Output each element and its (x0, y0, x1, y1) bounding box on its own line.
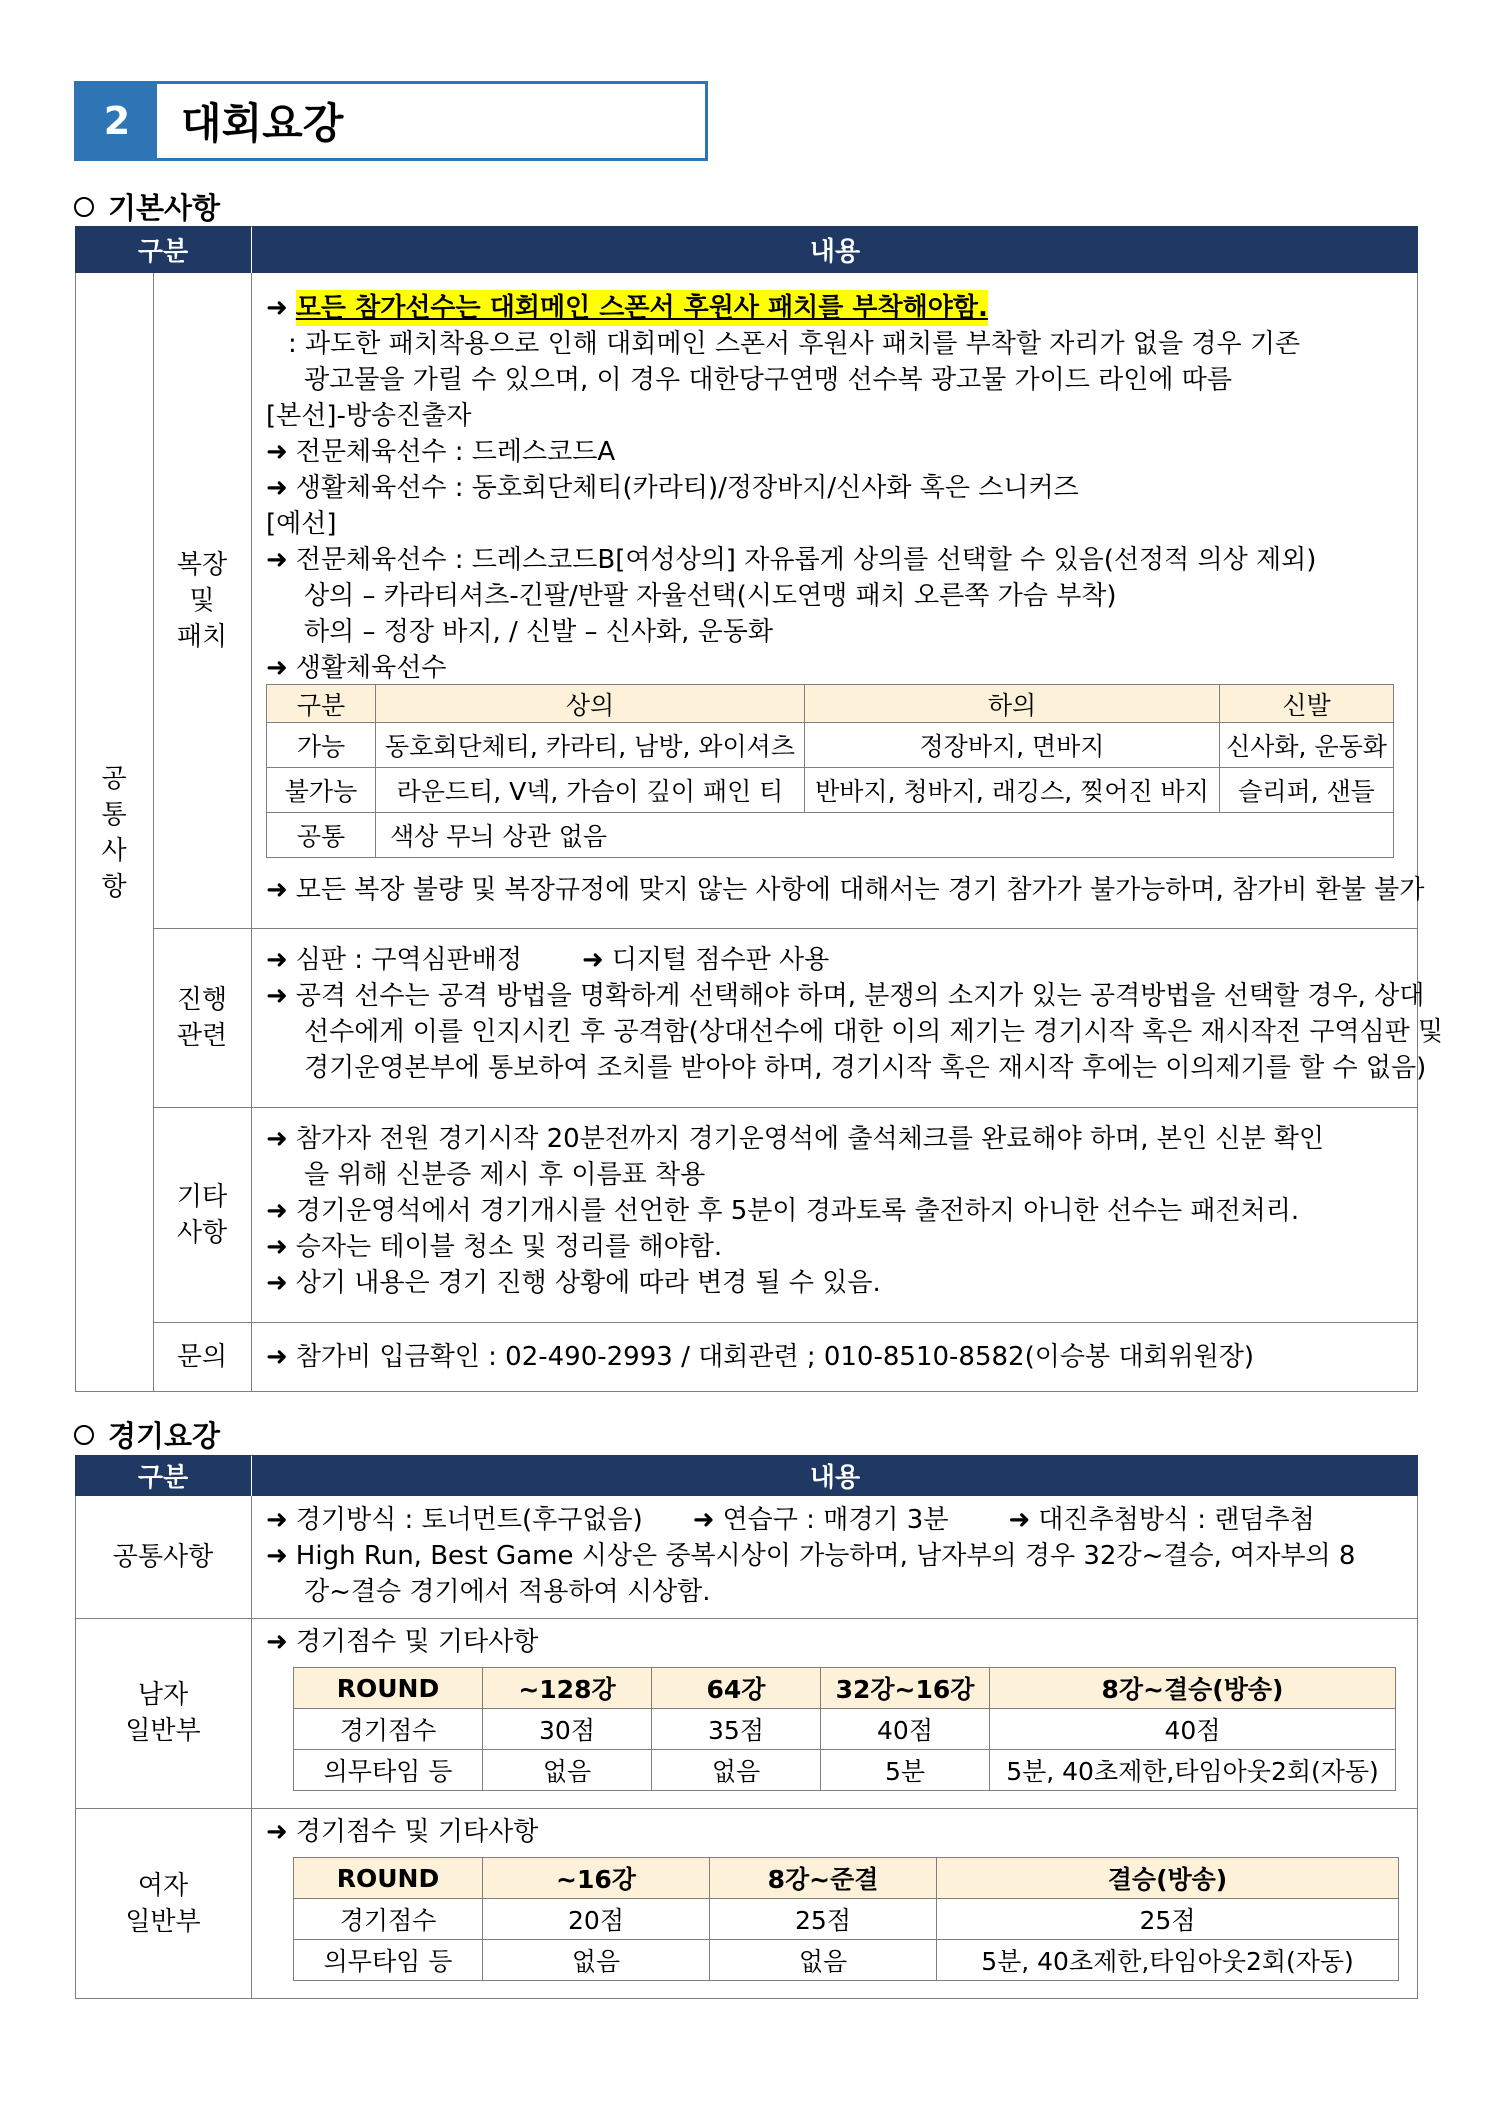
men-label: 남자 일반부 (125, 1680, 201, 1746)
scoreboard-text: 디지털 점수판 사용 (611, 945, 830, 975)
arrow-right-icon: ➜ (266, 1124, 288, 1154)
table-row: 경기점수 20점 25점 25점 (294, 1899, 1399, 1940)
patch-rule: 모든 참가선수는 대회메인 스폰서 후원사 패치를 부착해야함. (296, 290, 988, 326)
arrow-right-icon: ➜ (266, 1268, 288, 1298)
draw-method: 대진추첨방식 : 랜덤추첨 (1038, 1505, 1315, 1535)
arrow-right-icon: ➜ (266, 981, 288, 1011)
arrow-right-icon: ➜ (266, 1196, 288, 1226)
progress-label: 진행 관련 (176, 984, 228, 1051)
arrow-right-icon: ➜ (266, 1342, 288, 1372)
etc-item-1b: 을 위해 신분증 제시 후 이름표 착용 (304, 1160, 706, 1190)
divider (75, 1808, 1418, 1809)
table-row: 의무타임 등 없음 없음 5분, 40초제한,타임아웃2회(자동) (294, 1940, 1399, 1981)
etc-item-1a: 참가자 전원 경기시작 20분전까지 경기운영석에 출석체크를 완료해야 하며, 본인 신분 확인 (295, 1124, 1324, 1154)
attire-content (266, 290, 1406, 686)
women-subtitle: 경기점수 및 기타사항 (295, 1817, 539, 1847)
game-method: 경기방식 : 토너먼트(후구없음) (295, 1505, 643, 1535)
arrow-right-icon: ➜ (266, 1232, 288, 1262)
award-rule-2: 강~결승 경기에서 적용하여 시상함. (304, 1577, 711, 1607)
attack-rule-2: 선수에게 이를 인지시킨 후 공격함(상대선수에 대한 이의 제기는 경기시작 혹은 재시작전 구역심판 및 (304, 1017, 1444, 1047)
circle-bullet-icon (74, 1425, 94, 1445)
dress-header: 상의 (376, 685, 805, 723)
arrow-right-icon: ➜ (266, 875, 288, 905)
progress-content (266, 942, 1444, 1086)
etc-content (266, 1121, 1406, 1301)
main-pro: 전문체육선수 : 드레스코드A (295, 437, 616, 467)
inquiry-label: 문의 (176, 1342, 228, 1372)
dress-header: 구분 (267, 685, 376, 723)
arrow-right-icon: ➜ (266, 653, 288, 683)
dress-header: 하의 (805, 685, 1220, 723)
dress-header: 신발 (1220, 685, 1394, 723)
divider (251, 273, 252, 1392)
section-title: 대회요강 (181, 99, 344, 148)
arrow-right-icon: ➜ (266, 293, 288, 323)
arrow-right-icon: ➜ (266, 1505, 288, 1535)
game-header-category: 구분 (75, 1455, 251, 1496)
patch-note-2: 광고물을 가릴 수 있으며, 이 경우 대한당구연맹 선수복 광고물 가이드 라인에 따름 (304, 365, 1233, 395)
prelim-top: 상의 – 카라티셔츠-긴팔/반팔 자율선택(시도연맹 패치 오른쪽 가슴 부착) (304, 581, 1117, 611)
prelim-bottom: 하의 – 정장 바지, / 신발 – 신사화, 운동화 (304, 617, 774, 647)
attack-rule-3: 경기운영본부에 통보하여 조치를 받아야 하며, 경기시작 혹은 재시작 후에는 이의제기를 할 수 없음) (304, 1053, 1427, 1083)
section-header (74, 81, 708, 161)
etc-item-3: 승자는 테이블 청소 및 정리를 해야함. (295, 1232, 723, 1262)
arrow-right-icon: ➜ (692, 1505, 715, 1535)
main-label: [본선]-방송진출자 (266, 401, 472, 431)
arrow-right-icon: ➜ (266, 437, 288, 467)
attack-rule-1: 공격 선수는 공격 방법을 명확하게 선택해야 하며, 분쟁의 소지가 있는 공격방법을 선택할 경우, 상대 (295, 981, 1425, 1011)
men-subtitle: 경기점수 및 기타사항 (295, 1627, 539, 1657)
arrow-right-icon: ➜ (266, 545, 288, 575)
arrow-right-icon: ➜ (266, 945, 288, 975)
inquiry-text: 참가비 입금확인 : 02-490-2993 / 대회관련 ; 010-8510-8582(이승봉 대회위원장) (295, 1342, 1255, 1372)
etc-label: 기타 사항 (176, 1181, 228, 1248)
etc-item-4: 상기 내용은 경기 진행 상황에 따라 변경 될 수 있음. (295, 1268, 881, 1298)
table-row: 불가능 라운드티, V넥, 가슴이 깊이 패인 티 반바지, 청바지, 래깅스, 찢어진 바지 슬리퍼, 샌들 (267, 768, 1394, 813)
circle-bullet-icon (74, 197, 94, 217)
game-common-label: 공통사항 (112, 1542, 214, 1572)
etc-item-2: 경기운영석에서 경기개시를 선언한 후 5분이 경과토록 출전하지 아니한 선수는 패전처리. (295, 1196, 1300, 1226)
game-header-content: 내용 (252, 1455, 1418, 1496)
arrow-right-icon: ➜ (266, 473, 288, 503)
dress-code-table (266, 684, 1394, 858)
common-group-label: 공 통 사 항 (101, 763, 127, 902)
divider (153, 928, 1418, 929)
arrow-right-icon: ➜ (582, 945, 604, 975)
table-row: 가능 동호회단체티, 카라티, 남방, 와이셔츠 정장바지, 면바지 신사화, 운동화 (267, 723, 1394, 768)
table-row: 공통 색상 무늬 상관 없음 (267, 813, 1394, 858)
arrow-right-icon: ➜ (266, 1817, 288, 1847)
arrow-right-icon: ➜ (1008, 1505, 1031, 1535)
main-amateur: 생활체육선수 : 동호회단체티(카라티)/정장바지/신사화 혹은 스니커즈 (295, 473, 1079, 503)
practice-time: 연습구 : 매경기 3분 (722, 1505, 949, 1535)
table-row: 의무타임 등 없음 없음 5분 5분, 40초제한,타임아웃2회(자동) (294, 1750, 1396, 1791)
table-row: 경기점수 30점 35점 40점 40점 (294, 1709, 1396, 1750)
women-label: 여자 일반부 (125, 1870, 201, 1937)
attire-label: 복장 및 패치 (176, 549, 228, 652)
prelim-amateur: 생활체육선수 (295, 653, 447, 683)
game-heading: 경기요강 (74, 1414, 220, 1455)
arrow-right-icon: ➜ (266, 1627, 288, 1657)
basic-header-content: 내용 (252, 226, 1418, 273)
arrow-right-icon: ➜ (266, 1541, 288, 1571)
divider (153, 1322, 1418, 1323)
basic-header-category: 구분 (75, 226, 251, 273)
divider (153, 1107, 1418, 1108)
prelim-label: [예선] (266, 509, 337, 539)
divider (251, 1496, 252, 1999)
prelim-pro: 전문체육선수 : 드레스코드B[여성상의] 자유롭게 상의를 선택할 수 있음(선정적 의상 제외) (295, 545, 1317, 575)
basic-heading: 기본사항 (74, 186, 220, 227)
game-common-content (266, 1502, 1406, 1610)
referee-text: 심판 : 구역심판배정 (295, 945, 523, 975)
divider (75, 1618, 1418, 1619)
men-score-table: ROUND ~128강 64강 32강~16강 8강~결승(방송) 경기점수 30점 35점 40점 40점 의무타임 등 없음 없음 5분 5분, 40초제한,타임아웃2회(자동) (293, 1667, 1396, 1791)
award-rule-1: High Run, Best Game 시상은 중복시상이 가능하며, 남자부의 경우 32강~결승, 여자부의 8 (295, 1541, 1356, 1571)
section-number: 2 (77, 84, 157, 158)
women-score-table: ROUND ~16강 8강~준결 결승(방송) 경기점수 20점 25점 25점 의무타임 등 없음 없음 5분, 40초제한,타임아웃2회(자동) (293, 1857, 1399, 1981)
attire-note: 모든 복장 불량 및 복장규정에 맞지 않는 사항에 대해서는 경기 참가가 불가능하며, 참가비 환불 불가 (295, 875, 1425, 905)
patch-note-1: : 과도한 패치착용으로 인해 대회메인 스폰서 후원사 패치를 부착할 자리가 없을 경우 기존 (288, 329, 1301, 359)
